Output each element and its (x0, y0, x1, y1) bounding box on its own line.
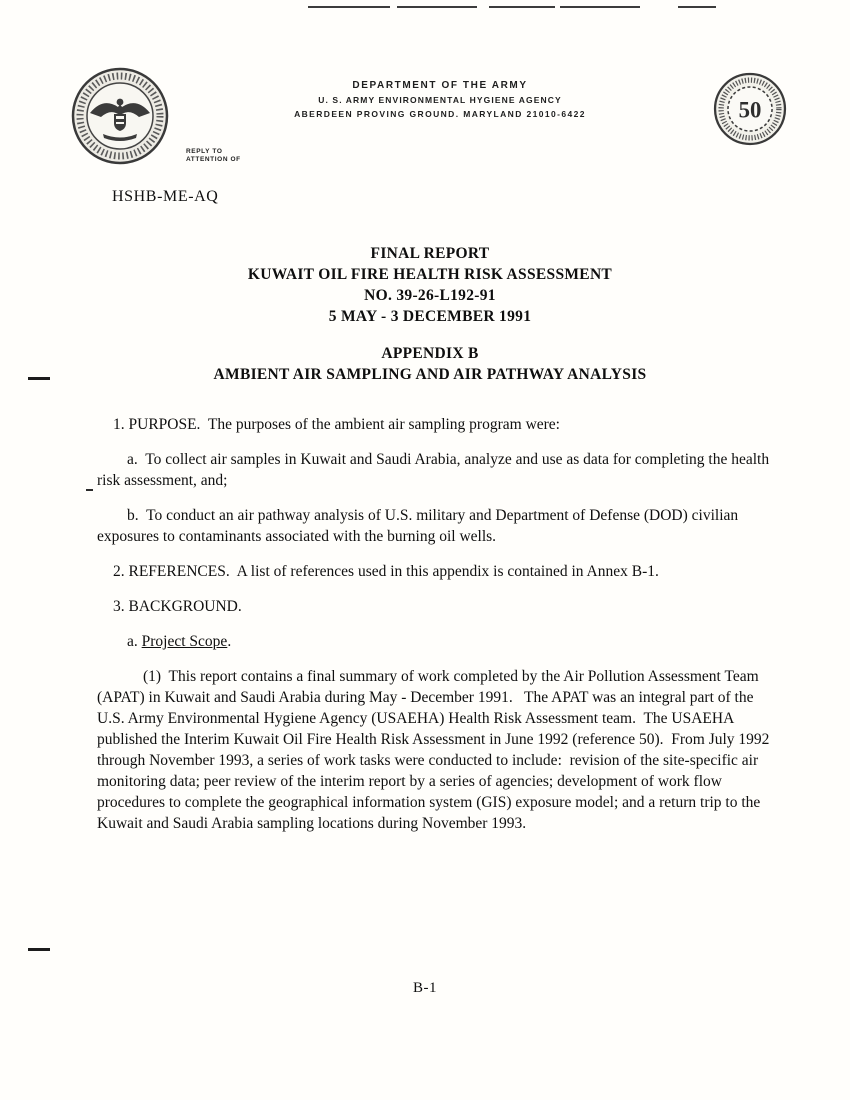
paragraph-project-scope-heading (97, 631, 779, 652)
anniversary-50-seal-icon (712, 71, 788, 147)
scope-suffix: . (227, 633, 232, 650)
document-body (97, 414, 779, 848)
letterhead (240, 80, 640, 119)
anniversary-number: 50 (738, 97, 762, 123)
paragraph-background: 3. BACKGROUND. (113, 598, 242, 615)
report-title-line: KUWAIT OIL FIRE HEALTH RISK ASSESSMENT (247, 266, 613, 283)
reply-to-block (186, 148, 241, 164)
appendix-label: APPENDIX B (381, 345, 479, 362)
appendix-title: AMBIENT AIR SAMPLING AND AIR PATHWAY ANALYSIS (213, 366, 647, 383)
agency-subname-line: U. S. ARMY ENVIRONMENTAL HYGIENE AGENCY (318, 95, 562, 105)
report-number-line: NO. 39-26-L192-91 (364, 287, 496, 304)
reply-to-line2: ATTENTION OF (186, 156, 241, 163)
paragraph-purpose-b: b. To conduct an air pathway analysis of U.S. military and Department of Defense (DOD) civilian exposures to contaminants associated with the burning oil wells. (97, 507, 743, 545)
scan-artifact-line (397, 6, 477, 8)
page-number: B-1 (413, 980, 437, 996)
scan-artifact-line (560, 6, 640, 8)
scope-title: Project Scope (141, 633, 228, 650)
agency-address-line: ABERDEEN PROVING GROUND. MARYLAND 21010-6422 (294, 109, 586, 119)
paragraph-purpose-a: a. To collect air samples in Kuwait and Saudi Arabia, analyze and use as data for completing the health risk assessment, and; (97, 451, 773, 489)
margin-dash-mark (28, 948, 50, 951)
scope-prefix: a. (127, 633, 142, 650)
office-symbol: HSHB-ME-AQ (112, 188, 219, 205)
agency-name-line: DEPARTMENT OF THE ARMY (352, 80, 528, 91)
report-date-line: 5 MAY - 3 DECEMBER 1991 (328, 308, 532, 325)
paragraph-scope-1: (1) This report contains a final summary of work completed by the Air Pollution Assessment Team (APAT) in Kuwait and Saudi Arabia during May - December 1991. The APAT was an integral part of the U.S. Army Environmental Hygiene Agency (USAEHA) Health Risk Assessment team. The USAEHA published the Interim Kuwait Oil Fire Health Risk Assessment in June 1992 (reference 50). From July 1992 through November 1993, a series of work tasks were conducted to include: revision of the site-specific air monitoring data; peer review of the interim report by a series of agencies; development of work flow procedures to complete the geographical information system (GIS) exposure model; and a return trip to the Kuwait and Saudi Arabia sampling locations during November 1993. (97, 668, 774, 832)
report-title-line: FINAL REPORT (370, 245, 490, 262)
paragraph-references: 2. REFERENCES. A list of references used in this appendix is contained in Annex B-1. (113, 563, 659, 580)
stray-pen-mark (86, 489, 93, 491)
scan-artifact-line (308, 6, 390, 8)
scan-artifact-line (678, 6, 716, 8)
department-of-defense-seal-icon (70, 66, 170, 166)
margin-dash-mark (28, 377, 50, 380)
reply-to-line1: REPLY TO (186, 148, 223, 155)
paragraph-purpose: 1. PURPOSE. The purposes of the ambient air sampling program were: (113, 416, 560, 433)
report-title-block (80, 244, 780, 386)
scan-artifact-line (489, 6, 555, 8)
